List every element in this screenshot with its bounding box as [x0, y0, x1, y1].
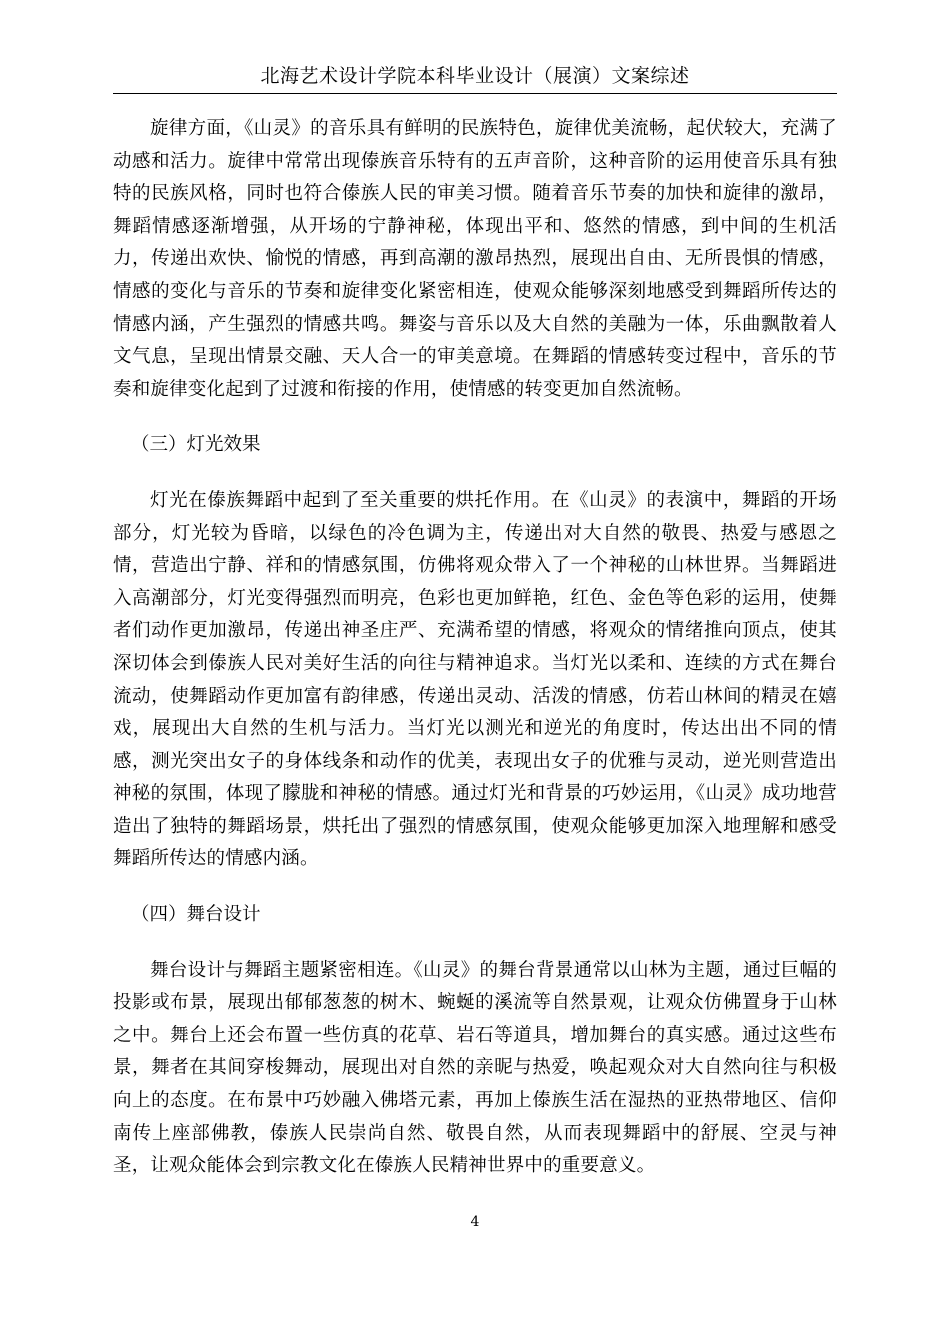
- spacer: [113, 932, 837, 955]
- page-number: 4: [470, 1214, 480, 1230]
- spacer: [113, 406, 837, 429]
- stage-paragraph: 舞台设计与舞蹈主题紧密相连。《山灵》的舞台背景通常以山林为主题，通过巨幅的投影或布景，展现出郁郁葱葱的树木、蜿蜒的溪流等自然景观，让观众仿佛置身于山林之中。舞台上还会布置一些仿真的花草、岩石等道具，增加舞台的真实感。通过这些布景，舞者在其间穿梭舞动，展现出对自然的亲昵与热爱，唤起观众对大自然向往与积极向上的态度。在布景中巧妙融入佛塔元素，再加上傣族生活在湿热的亚热带地区、信仰南传上座部佛教，傣族人民崇尚自然、敬畏自然，从而表现舞蹈中的舒展、空灵与神圣，让观众能体会到宗教文化在傣族人民精神世界中的重要意义。: [113, 959, 837, 1177]
- lighting-section-heading: （三）灯光效果: [131, 434, 261, 456]
- melody-paragraph: 旋律方面，《山灵》的音乐具有鲜明的民族特色，旋律优美流畅，起伏较大，充满了动感和活力。旋律中常常出现傣族音乐特有的五声音阶，这种音阶的运用使音乐具有独特的民族风格，同时也符合傣族人民的审美习惯。随着音乐节奏的加快和旋律的激昂，舞蹈情感逐渐增强，从开场的宁静神秘，体现出平和、悠然的情感，到中间的生机活力，传递出欢快、愉悦的情感，再到高潮的激昂热烈，展现出自由、无所畏惧的情感，情感的变化与音乐的节奏和旋律变化紧密相连，使观众能够深刻地感受到舞蹈所传达的情感内涵，产生强烈的情感共鸣。舞姿与音乐以及大自然的美融为一体，乐曲飘散着人文气息，呈现出情景交融、天人合一的审美意境。在舞蹈的情感转变过程中，音乐的节奏和旋律变化起到了过渡和衔接的作用，使情感的转变更加自然流畅。: [113, 118, 837, 400]
- stage-section-heading: （四）舞台设计: [131, 904, 261, 926]
- lighting-paragraph: 灯光在傣族舞蹈中起到了至关重要的烘托作用。在《山灵》的表演中，舞蹈的开场部分，灯光较为昏暗，以绿色的冷色调为主，传递出对大自然的敬畏、热爱与感恩之情，营造出宁静、祥和的情感氛围，仿佛将观众带入了一个神秘的山林世界。当舞蹈进入高潮部分，灯光变得强烈而明亮，色彩也更加鲜艳，红色、金色等色彩的运用，使舞者们动作更加激昂，传递出神圣庄严、充满希望的情感，将观众的情绪推向顶点，使其深切体会到傣族人民对美好生活的向往与精神追求。当灯光以柔和、连续的方式在舞台流动，使舞蹈动作更加富有韵律感，传递出灵动、活泼的情感，仿若山林间的精灵在嬉戏，展现出大自然的生机与活力。当灯光以测光和逆光的角度时，传达出出不同的情感，测光突出女子的身体线条和动作的优美，表现出女子的优雅与灵动，逆光则营造出神秘的氛围，体现了朦胧和神秘的情感。通过灯光和背景的巧妙运用，《山灵》成功地营造出了独特的舞蹈场景，烘托出了强烈的情感氛围，使观众能够更加深入地理解和感受舞蹈所传达的情感内涵。: [113, 489, 837, 870]
- page-header-title: 北海艺术设计学院本科毕业设计（展演）文案综述: [260, 65, 690, 87]
- spacer: [113, 876, 837, 899]
- page-content: [113, 113, 837, 1183]
- spacer: [113, 462, 837, 485]
- header-divider: [113, 93, 837, 94]
